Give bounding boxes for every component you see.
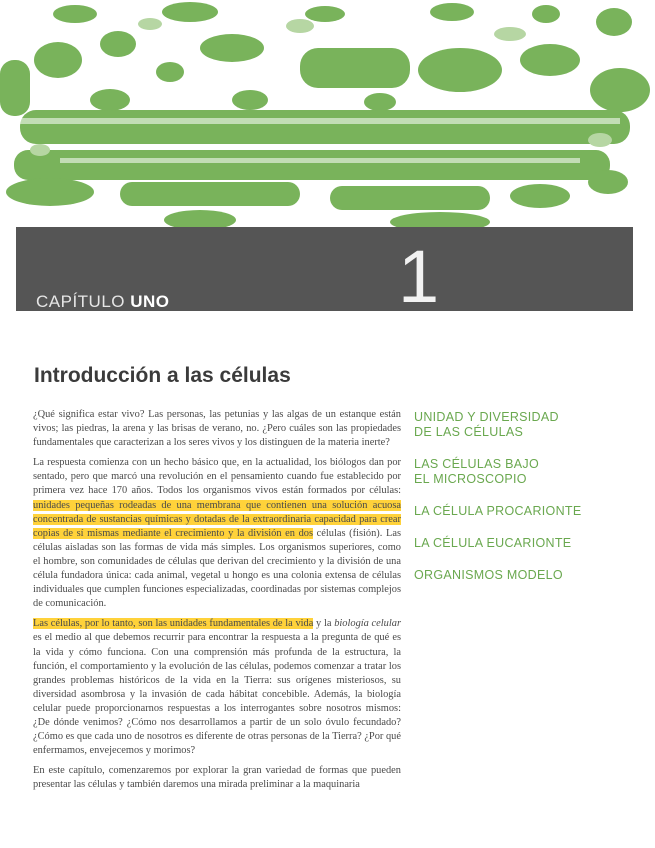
section-link-celula-procarionte[interactable] (414, 504, 594, 519)
section-link-unidad-diversidad[interactable] (414, 410, 594, 440)
paragraph-2-text-a: La respuesta comienza con un hecho básico que, en la actualidad, los biólogos dan por sentado, pero que marcó una revolución en el pensamiento cuando fue establecido por primera vez hace 170 años. Todos los organismos vivos están formados por células: (33, 457, 401, 497)
paragraph-3-text-a: y la (313, 618, 335, 630)
paragraph-4: En este capítulo, comenzaremos por explorar la gran variedad de formas que pueden presentar las células y también daremos una mirada preliminar a la maquinaria (33, 765, 401, 791)
chapter-label-prefix: CAPÍTULO (36, 292, 131, 311)
section-label: LAS CÉLULAS BAJO (414, 457, 539, 471)
chapter-label (36, 292, 170, 312)
section-label: ORGANISMOS MODELO (414, 568, 563, 582)
chapter-label-word: UNO (130, 292, 170, 311)
chapter-header-illustration (0, 0, 655, 232)
section-link-organismos-modelo[interactable] (414, 568, 594, 583)
paragraph-3-text-b: es el medio al que debemos recurrir para encontrar la respuesta a la pregunta de qué es la vida y cómo funciona. Con una comprensión más profunda de la estructura, la función, el comportamiento y la evolución de las células, podemos comenzar a tratar los grandes problemas históricos de la vida en la Tierra: sus orígenes misteriosos, su diversidad asombrosa y la invasión de cada hábitat concebible. Además, la biología celular puede proporcionarnos respuestas a los interrogantes sobre nosotros mismos: ¿De dónde venimos? ¿Cómo nos desarrollamos a partir de un solo óvulo fecundado? ¿Cómo es que cada uno de nosotros es diferente de otras personas de la Tierra? ¿Por qué enfermamos, envejecemos y morimos? (33, 632, 401, 757)
section-link-celula-eucarionte[interactable] (414, 536, 594, 551)
section-label: LA CÉLULA EUCARIONTE (414, 536, 572, 550)
paragraph-2-text-b: células (fisión). Las células aisladas son las formas de vida más simples. Los organismos superiores, como el hombre, son comunidades de células que derivan del crecimiento y la división de una célula fundadora única: cada animal, vegetal u hongo es una colonia extensa de células individuales que cumplen funciones especializadas, coordinadas por sistemas complejos de comunicación. (33, 527, 401, 610)
paragraph-1: ¿Qué significa estar vivo? Las personas, las petunias y las algas de un estanque están vivos; las piedras, la arena y las brisas de verano, no. ¿Pero cuáles son las propiedades fundamentales que caracterizan a los seres vivos y los distinguen de la materia inerte? (33, 409, 401, 449)
highlighted-statement: Las células, por lo tanto, son las unidades fundamentales de la vida (33, 618, 314, 630)
section-label: LA CÉLULA PROCARIONTE (414, 504, 582, 518)
section-label: EL MICROSCOPIO (414, 472, 527, 486)
section-contents (414, 410, 594, 600)
body-text (33, 408, 401, 798)
highlighted-definition: unidades pequeñas rodeadas de una membrana que contienen una solución acuosa concentrada de sustancias químicas y dotadas de la extraordinaria capacidad para crear copias de sí mismas mediante el crecimiento y la división en dos (33, 499, 401, 539)
paragraph-3 (33, 617, 401, 758)
paragraph-3-italic: biología celular (334, 618, 401, 630)
section-label: UNIDAD Y DIVERSIDAD (414, 410, 559, 424)
section-link-celulas-microscopio[interactable] (414, 457, 594, 487)
section-label: DE LAS CÉLULAS (414, 425, 524, 439)
chapter-number: 1 (398, 235, 440, 318)
page-title: Introducción a las células (34, 364, 291, 387)
paragraph-2 (33, 456, 401, 611)
